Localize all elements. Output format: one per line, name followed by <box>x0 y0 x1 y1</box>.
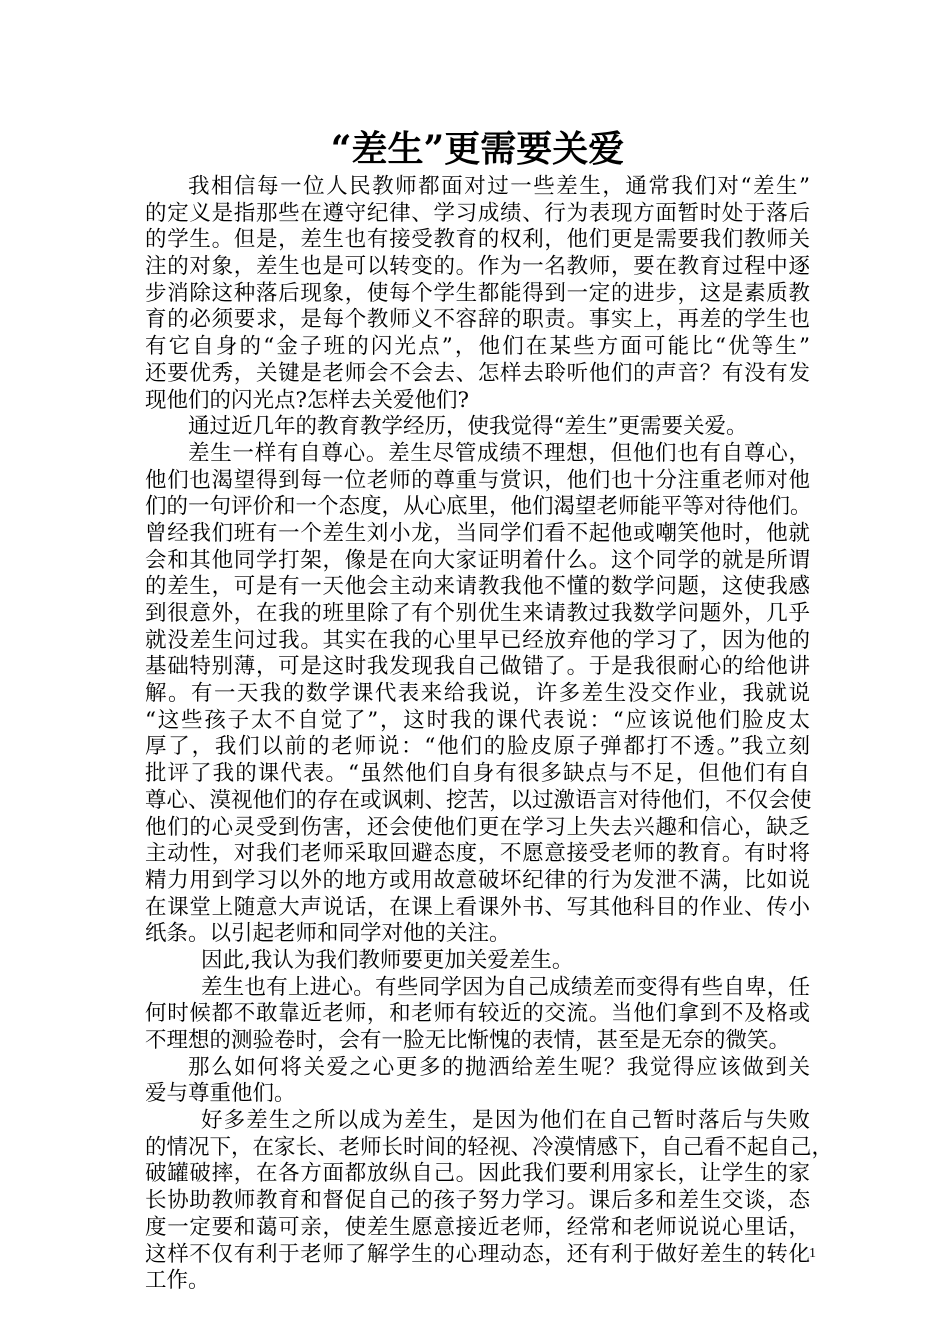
text-line: 通过近几年的教育教学经历，使我觉得“差生”更需要关爱。 <box>188 414 748 440</box>
text-line: 的定义是指那些在遵守纪律、学习成绩、行为表现方面暂时处于落后 <box>145 200 810 226</box>
text-line: 们的一句评价和一个态度，从心底里，他们渴望老师能平等对待他们。 <box>145 494 812 520</box>
text-line: 因此,我认为我们教师要更加关爱差生。 <box>201 947 574 973</box>
text-line: 精力用到学习以外的地方或用故意破坏纪律的行为发泄不满，比如说 <box>145 867 810 893</box>
text-line: 他们也渴望得到每一位老师的尊重与赏识，他们也十分注重老师对他 <box>145 467 810 493</box>
text-line: 到很意外，在我的班里除了有个别优生来请教过我数学问题外，几乎 <box>145 601 810 626</box>
text-line: 这样不仅有利于老师了解学生的心理动态，还有利于做好差生的转化 <box>145 1241 810 1267</box>
text-line: 何时候都不敢靠近老师，和老师有较近的交流。当他们拿到不及格或 <box>145 1001 810 1027</box>
document-title: “差生”更需要关爱 <box>330 128 625 170</box>
text-line: 度一定要和蔼可亲，使差生愿意接近老师，经常和老师说说心里话， <box>145 1214 810 1240</box>
text-line: 爱与尊重他们。 <box>145 1081 296 1107</box>
text-line: 我相信每一位人民教师都面对过一些差生，通常我们对“差生” <box>188 174 810 199</box>
text-line: 的差生，可是有一天他会主动来请教我他不懂的数学问题，这使我感 <box>145 574 810 600</box>
text-line: 纸条。以引起老师和同学对他的关注。 <box>145 921 511 947</box>
text-line: 会和其他同学打架，像是在向大家证明着什么。这个同学的就是所谓 <box>145 547 810 573</box>
text-line: 曾经我们班有一个差生刘小龙，当同学们看不起他或嘲笑他时，他就 <box>145 520 810 546</box>
text-line: 有它自身的“金子班的闪光点”，他们在某些方面可能比“优等生” <box>145 334 810 360</box>
text-line: 厚了，我们以前的老师说：“他们的脸皮原子弹都打不透。”我立刻 <box>145 734 810 760</box>
text-line: 批评了我的课代表。“虽然他们自身有很多缺点与不足，但他们有自 <box>145 761 810 787</box>
text-line: 育的必须要求，是每个教师义不容辞的职责。事实上，再差的学生也 <box>145 307 810 333</box>
text-line: 他们的心灵受到伤害，还会使他们更在学习上失去兴趣和信心，缺乏 <box>145 814 810 840</box>
text-line: 基础特别薄，可是这时我发现我自己做错了。于是我很耐心的给他讲 <box>145 654 810 680</box>
text-line: 就没差生问过我。其实在我的心里早已经放弃他的学习了，因为他的 <box>145 627 810 653</box>
document-body <box>145 174 834 1295</box>
text-line: 差生也有上进心。有些同学因为自己成绩差而变得有些自卑，任 <box>201 974 810 1000</box>
text-line: 在课堂上随意大声说话，在课上看课外书、写其他科目的作业、传小 <box>145 894 810 920</box>
text-line: 还要优秀，关键是老师会不会去、怎样去聆听他们的声音？有没有发 <box>145 360 810 386</box>
text-line: 那么如何将关爱之心更多的抛洒给差生呢？我觉得应该做到关 <box>188 1054 810 1080</box>
text-line: 破罐破摔，在各方面都放纵自己。因此我们要利用家长，让学生的家 <box>145 1161 810 1187</box>
page-number: 1 <box>809 1246 816 1261</box>
text-line: “这些孩子太不自觉了”，这时我的课代表说：“应该说他们脸皮太 <box>145 707 810 733</box>
text-line: 的情况下，在家长、老师长时间的轻视、冷漠情感下，自己看不起自己， <box>145 1134 834 1160</box>
text-line: 长协助教师教育和督促自己的孩子努力学习。课后多和差生交谈，态 <box>145 1188 810 1214</box>
text-line: 不理想的测验卷时，会有一脸无比惭愧的表情，甚至是无奈的微笑。 <box>145 1028 791 1053</box>
text-line: 差生一样有自尊心。差生尽管成绩不理想，但他们也有自尊心， <box>188 440 810 466</box>
text-line: 工作。 <box>145 1268 210 1294</box>
text-line: 好多差生之所以成为差生，是因为他们在自己暂时落后与失败 <box>201 1108 810 1134</box>
text-line: 尊心、漠视他们的存在或讽刺、挖苦，以过激语言对待他们，不仅会使 <box>145 787 812 813</box>
text-line: 主动性，对我们老师采取回避态度，不愿意接受老师的教育。有时将 <box>145 841 810 867</box>
text-line: 步消除这种落后现象，使每个学生都能得到一定的进步，这是素质教 <box>145 280 810 306</box>
text-line: 解。有一天我的数学课代表来给我说，许多差生没交作业，我就说 <box>145 681 810 707</box>
text-line: 注的对象，差生也是可以转变的。作为一名教师，要在教育过程中逐 <box>145 254 810 280</box>
text-line: 现他们的闪光点?怎样去关爱他们? <box>145 387 470 413</box>
text-line: 的学生。但是，差生也有接受教育的权利，他们更是需要我们教师关 <box>145 227 810 253</box>
